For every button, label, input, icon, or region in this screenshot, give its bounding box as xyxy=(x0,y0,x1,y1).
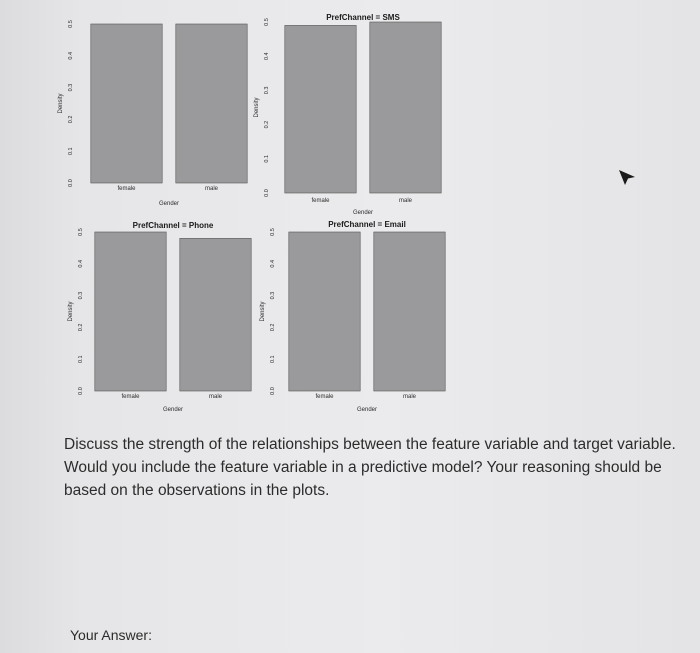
y-tick-label: 0.0 xyxy=(68,179,74,187)
y-tick-label: 0.2 xyxy=(264,120,270,129)
y-tick-label: 0.2 xyxy=(68,115,74,124)
category-label: female xyxy=(311,198,330,204)
question-text: Discuss the strength of the relationships between the feature variable and target variable. Would you include the feature variable in a predictive model? Your reasoning should be based on the observations in the plots. xyxy=(64,436,676,499)
y-tick-label: 0.4 xyxy=(68,51,74,60)
y-axis-label: Density xyxy=(260,301,266,322)
x-axis-label: Gender xyxy=(158,201,180,207)
category-label: male xyxy=(208,394,223,400)
category-label: male xyxy=(204,186,219,192)
panel-title: PrefChannel = Phone xyxy=(132,221,214,230)
panel-title: PrefChannel = SMS xyxy=(326,13,400,22)
bar xyxy=(180,238,251,391)
bar xyxy=(285,25,356,193)
y-tick-label: 0.0 xyxy=(264,189,270,197)
cursor-arrow-icon xyxy=(618,168,636,186)
bar xyxy=(374,232,445,391)
y-tick-label: 0.3 xyxy=(264,86,270,95)
y-tick-label: 0.5 xyxy=(270,228,276,236)
bar xyxy=(176,24,247,183)
y-tick-label: 0.4 xyxy=(270,259,276,268)
category-label: male xyxy=(402,394,417,400)
bar xyxy=(91,24,162,183)
y-tick-label: 0.4 xyxy=(78,259,84,268)
y-tick-label: 0.1 xyxy=(68,147,74,156)
x-axis-label: Gender xyxy=(356,407,378,413)
y-tick-label: 0.1 xyxy=(270,355,276,364)
panel-title: PrefChannel = Email xyxy=(328,220,406,229)
category-label: female xyxy=(117,186,136,192)
y-tick-label: 0.0 xyxy=(78,387,84,395)
category-label: female xyxy=(121,394,140,400)
bar xyxy=(370,22,441,193)
y-tick-label: 0.5 xyxy=(264,18,270,26)
y-tick-label: 0.3 xyxy=(68,83,74,92)
y-axis-label: Density xyxy=(68,301,74,322)
y-tick-label: 0.3 xyxy=(78,291,84,300)
bar xyxy=(95,232,166,391)
y-tick-label: 0.5 xyxy=(78,228,84,236)
y-tick-label: 0.3 xyxy=(270,291,276,300)
answer-label: Your Answer: xyxy=(70,627,152,643)
category-label: male xyxy=(398,198,413,204)
x-axis-label: Gender xyxy=(162,407,184,413)
y-tick-label: 0.0 xyxy=(270,387,276,395)
y-tick-label: 0.5 xyxy=(68,20,74,28)
y-axis-label: Density xyxy=(58,93,64,114)
y-tick-label: 0.1 xyxy=(264,154,270,163)
y-axis-label: Density xyxy=(254,97,260,118)
y-tick-label: 0.4 xyxy=(264,52,270,61)
y-tick-label: 0.2 xyxy=(270,323,276,332)
y-tick-label: 0.2 xyxy=(78,323,84,332)
y-tick-label: 0.1 xyxy=(78,355,84,364)
category-label: female xyxy=(315,394,334,400)
x-axis-label: Gender xyxy=(352,210,374,216)
bar xyxy=(289,232,360,391)
